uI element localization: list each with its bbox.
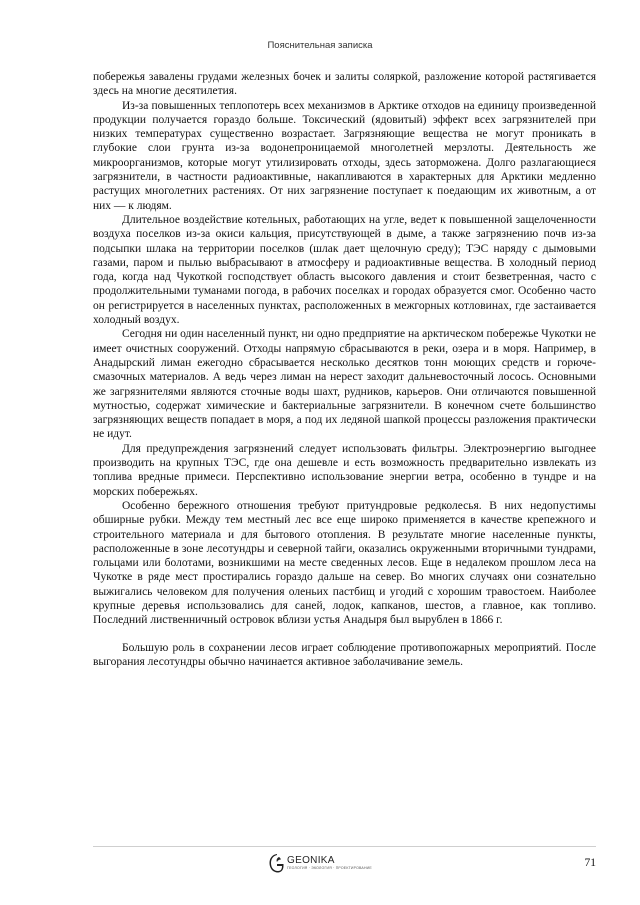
body-text	[93, 70, 596, 669]
paragraph-2: Из-за повышенных теплопотерь всех механизмов в Арктике отходов на единицу произведенной продукции получается гораздо больше. Токсический (ядовитый) эффект всех загрязнителей при низких температурах существенно возрастает. Загрязняющие вещества не могут проникать в глубокие слои грунта из-за водонепроницаемой многолетней мерзлоты. Деятельность же микроорганизмов, которые могут утилизировать отходы, здесь заторможена. Долго разлагающиеся загрязнители, в частности радиоактивные, накапливаются в характерных для Арктики медленно растущих многолетних растениях. От них загрязнение поступает к поедающим их животным, а от них — к людям.	[93, 99, 596, 212]
footer-logo	[0, 853, 640, 873]
paragraph-5: Для предупреждения загрязнений следует использовать фильтры. Электроэнергию выгоднее производить на крупных ТЭС, где она дешевле и есть возможность предварительно извлекать из топлива вредные примеси. Перспективно использование энергии ветра, особенно в тундре и на морских побережьях.	[93, 442, 596, 498]
paragraph-4: Сегодня ни один населенный пункт, ни одно предприятие на арктическом побережье Чукотки не имеет очистных сооружений. Отходы напрямую сбрасываются в реки, озера и в моря. Например, в Анадырский лиман ежегодно сбрасывается несколько десятков тонн моющих средств и горюче-смазочных материалов. А ведь через лиман на нерест заходит дальневосточный лосось. Основными же загрязнителями являются сточные воды шахт, рудников, карьеров. Они отличаются повышенной мутностью, содержат химические и бактериальные загрязнители. В конечном счете большинство загрязняющих веществ попадает в моря, а под их ледяной шапкой процессы разложения практически не идут.	[93, 328, 596, 441]
geonika-logo-icon	[268, 853, 284, 873]
footer-divider	[93, 846, 596, 847]
paragraph-6: Особенно бережного отношения требуют притундровые редколесья. В них недопустимы обширные рубки. Между тем местный лес все еще широко применяется в качестве крепежного и строительного материала и для бытового отопления. В результате многие населенные пункты, расположенные в зоне лесотундры и северной тайги, оказались окруженными вторичными тундрами, гольцами или болотами, возникшими на месте сведенных лесов. Еще в недалеком прошлом леса на Чукотке в ряде мест простирались гораздо дальше на север. Во многих случаях они сознательно выжигались человеком для получения оленьих пастбищ и угодий с хорошим травостоем. Наиболее крупные деревья использовались для саней, лодок, капканов, шестов, а главное, как топливо. Последний лиственничный островок вблизи устья Анадыря был вырублен в 1866 г.	[93, 499, 596, 627]
page-number: 71	[584, 857, 596, 869]
logo-name: GEONIKA	[287, 854, 335, 866]
logo-tagline: ГЕОЛОГИЯ · ЭКОЛОГИЯ · ПРОЕКТИРОВАНИЕ	[287, 865, 372, 870]
paragraph-1: побережья завалены грудами железных бочек и залиты соляркой, разложение которой растягивается здесь на многие десятилетия.	[93, 71, 596, 98]
paragraph-7: Большую роль в сохранении лесов играет соблюдение противопожарных мероприятий. После выгорания лесотундры обычно начинается активное заболачивание земель.	[93, 641, 596, 668]
paragraph-3: Длительное воздействие котельных, работающих на угле, ведет к повышенной защелоченности воздуха поселков из-за окиси кальция, присутствующей в дыме, а также загрязнению почв из-за подсыпки шлака на территории поселков (шлак дает щелочную среду); ТЭС наряду с дымовыми газами, паром и пылью выбрасывают в атмосферу и радиоактивные вещества. В холодный период года, когда над Чукоткой господствует область высокого давления и стоит безветренная, часто с продолжительными туманами погода, в рабочих поселках и городах образуется смог. Особенно часто он регистрируется в населенных пунктах, расположенных в межгорных котловинах, где застаивается холодный воздух.	[93, 213, 596, 327]
running-header: Пояснительная записка	[267, 40, 373, 51]
